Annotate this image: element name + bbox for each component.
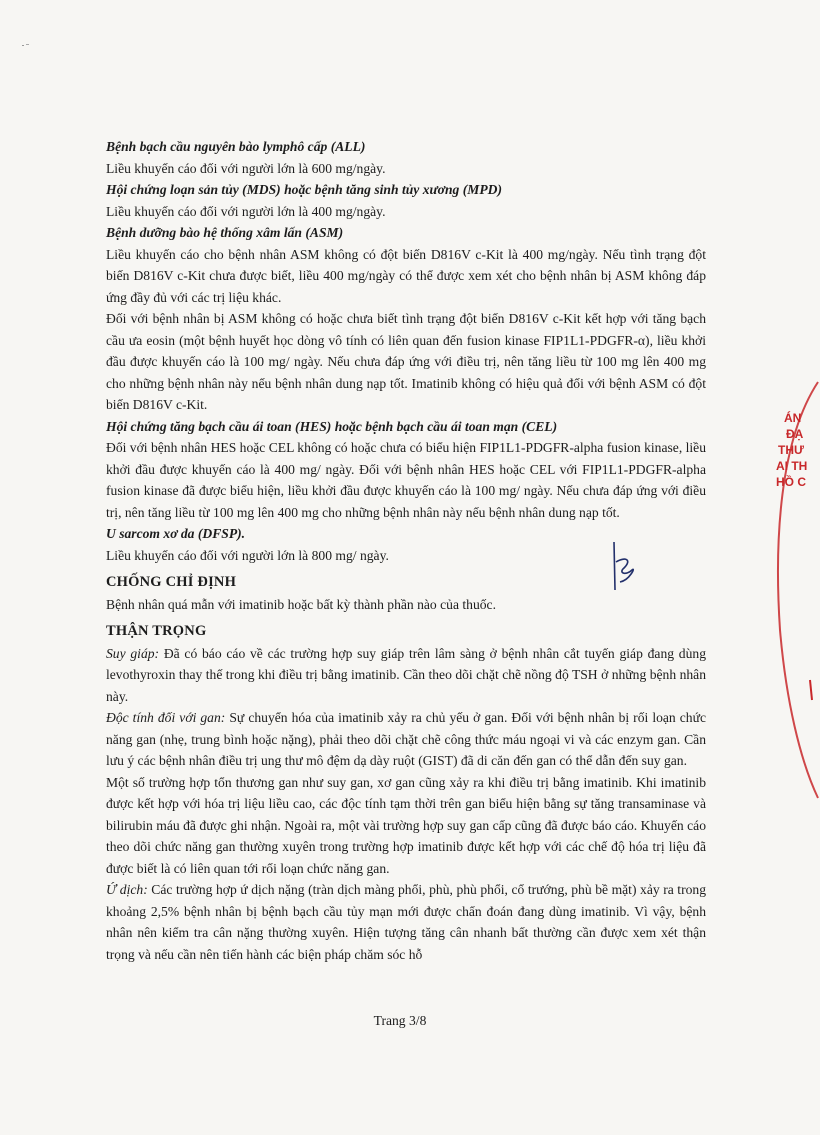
- precaution-liver-text: Sự chuyển hóa của imatinib xảy ra chủ yếu ở gan. Đối với bệnh nhân bị rối loạn chức năng gan (nhẹ, trung bình hoặc nặng), phải theo dõi chặt chẽ công thức máu ngoại vi và các enzym gan. Cần lưu ý các bệnh nhân điều trị ung thư mô đệm dạ dày ruột (GIST) đã di căn đến gan có thể dẫn đến suy gan.: [106, 710, 706, 768]
- section-heading-dfsp: U sarcom xơ da (DFSP).: [106, 526, 246, 541]
- dosage-dfsp: Liều khuyến cáo đối với người lớn là 800 mg/ ngày.: [106, 547, 389, 563]
- stamp-line-5: HỒ C: [776, 475, 806, 489]
- dosage-all: Liều khuyến cáo đối với người lớn là 600 mg/ngày.: [106, 160, 386, 176]
- precaution-edema-text: Các trường hợp ứ dịch nặng (tràn dịch màng phổi, phù, phù phổi, cổ trướng, phù bề mặt) xảy ra trong khoảng 2,5% bệnh nhân bị bệnh bạch cầu tủy mạn mới được chẩn đoán đang dùng imatinib. Vì vậy, bệnh nhân nên kiểm tra cân nặng thường xuyên. Hiện tượng tăng cân nhanh bất thường cần được xem xét thận trọng và nếu cần nên tiến hành các biện pháp chăm sóc hỗ: [106, 882, 706, 962]
- dosage-mds: Liều khuyến cáo đối với người lớn là 400 mg/ngày.: [106, 203, 386, 219]
- handwritten-signature: [606, 540, 646, 592]
- stamp-line-4: AI TH: [776, 459, 808, 473]
- stamp-line-3: THƯ: [778, 443, 804, 457]
- stamp-line-1: ÁN: [784, 411, 802, 425]
- precaution-edema: [106, 879, 706, 965]
- precaution-edema-lead: Ứ dịch:: [106, 882, 148, 897]
- stamp-line-2: ĐẠ: [786, 427, 804, 441]
- page-number: Trang 3/8: [373, 1013, 427, 1028]
- dosage-asm-p1: Liều khuyến cáo cho bệnh nhân ASM không có đột biến D816V c-Kit là 400 mg/ngày. Nếu tình trạng đột biến D816V c-Kit chưa được biết, liều 400 mg/ngày có thể được xem xét cho bệnh nhân bị ASM không đáp ứng đầy đủ với các trị liệu khác.: [106, 246, 706, 305]
- precaution-liver-p2: Một số trường hợp tổn thương gan như suy gan, xơ gan cũng xảy ra khi điều trị bằng imatinib. Khi imatinib được kết hợp với hóa trị liệu liều cao, các độc tính tạm thời trên gan biểu hiện bằng sự tăng transaminase và bilirubin máu đã được ghi nhận. Ngoài ra, một vài trường hợp suy gan cấp cũng đã được báo cáo. Khuyến cáo theo dõi chức năng gan thường xuyên trong trường hợp imatinib được kết hợp với các chế độ hóa trị liệu đã được biết là có liên quan tới rối loạn chức năng gan.: [106, 774, 706, 876]
- red-seal-stamp: [760, 380, 820, 800]
- section-heading-hes: Hội chứng tăng bạch cầu ái toan (HES) hoặc bệnh bạch cầu ái toan mạn (CEL): [106, 418, 558, 434]
- section-heading-asm: Bệnh dưỡng bào hệ thống xâm lấn (ASM): [106, 225, 344, 240]
- precaution-hypothyroid-lead: Suy giáp:: [106, 645, 160, 661]
- contraindications-title: CHỐNG CHỈ ĐỊNH: [106, 574, 237, 590]
- precaution-hypothyroid: [106, 643, 706, 708]
- precaution-liver: [106, 707, 706, 772]
- precaution-hypothyroid-text: Đã có báo cáo về các trường hợp suy giáp trên lâm sàng ở bệnh nhân cắt tuyến giáp đang dùng levothyroxin thay thế trong khi điều trị bằng imatinib. Cần theo dõi chặt chẽ nồng độ TSH ở những bệnh nhân này.: [106, 645, 706, 704]
- section-heading-mds: Hội chứng loạn sản tủy (MDS) hoặc bệnh tăng sinh tủy xương (MPD): [106, 182, 502, 197]
- dosage-hes: Đối với bệnh nhân HES hoặc CEL không có hoặc chưa có biểu hiện FIP1L1-PDGFR-alpha fusion kinase, liều khởi đầu được khuyến cáo là 400 mg/ ngày. Đối với bệnh nhân HES hoặc CEL với FIP1L1-PDGFR-alpha fusion kinase đã được biểu hiện, liều khởi đầu được khuyến cáo là 100 mg/ ngày. Nếu chưa đáp ứng với điều trị, nên tăng liều từ 100 mg lên 400 mg cho những bệnh nhân này nếu bệnh nhân dung nạp tốt.: [106, 440, 706, 520]
- precaution-liver-lead: Độc tính đối với gan:: [106, 710, 226, 725]
- scan-speck: [22, 44, 30, 47]
- dosage-asm-p2: Đối với bệnh nhân bị ASM không có hoặc chưa biết tình trạng đột biến D816V c-Kit kết hợp với tăng bạch cầu ưa eosin (một bệnh huyết học dòng vô tính có liên quan đến fusion kinase FIP1L1-PDGFR-α), liều khởi đầu được khuyến cáo là 100 mg/ ngày. Nếu chưa đáp ứng với điều trị, nên tăng liều từ 100 mg lên 400 mg cho những bệnh nhân này nếu bệnh nhân dung nạp tốt. Imatinib không có hiệu quả đối với bệnh ASM có đột biến D816V c-Kit.: [106, 311, 706, 412]
- precautions-title: THẬN TRỌNG: [106, 623, 207, 639]
- section-heading-all: Bệnh bạch cầu nguyên bào lymphô cấp (ALL): [106, 139, 366, 154]
- contraindications-text: Bệnh nhân quá mẫn với imatinib hoặc bất kỳ thành phần nào của thuốc.: [106, 596, 496, 612]
